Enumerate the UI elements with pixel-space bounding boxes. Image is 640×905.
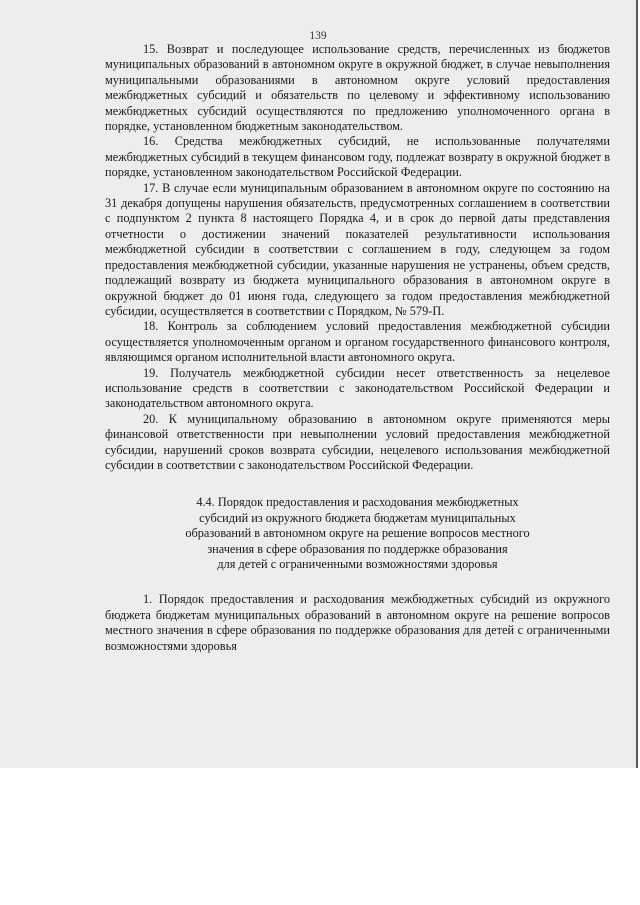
- section-heading-line: субсидий из окружного бюджета бюджетам муниципальных: [199, 510, 516, 525]
- paragraph-section-4-4-item-1: 1. Порядок предоставления и расходования межбюджетных субсидий из окружного бюджета бюджетам муниципальных образований в автономном округе на решение вопросов местного значения в сфере образования по поддержке образования для детей с ограниченными возможностями здоровья: [105, 592, 610, 653]
- paragraph-19: 19. Получатель межбюджетной субсидии несет ответственность за нецелевое использование средств в соответствии с законодательством Российской Федерации и законодательством автономного округа.: [105, 365, 610, 411]
- page-number: 139: [309, 30, 327, 42]
- paragraph-20: 20. К муниципальному образованию в автономном округе применяются меры финансовой ответственности при невыполнении условий предоставления межбюджетной субсидии, нарушений сроков возврата субсидии, нецелевого использования межбюджетной субсидии в соответствии с законодательством Российской Федерации.: [105, 411, 610, 472]
- document-body: [105, 42, 610, 654]
- section-heading-line: для детей с ограниченными возможностями здоровья: [217, 557, 498, 571]
- section-heading-line: образований в автономном округе на решение вопросов местного: [185, 526, 530, 541]
- blank-margin: [0, 768, 640, 905]
- paragraph-18: 18. Контроль за соблюдением условий предоставления межбюджетной субсидии осуществляется уполномоченным органом и органом государственного финансового контроля, являющимся органом исполнительной власти автономного округа.: [105, 319, 610, 365]
- paragraph-15: 15. Возврат и последующее использование средств, перечисленных из бюджетов муниципальных образований в автономном округе в окружной бюджет, в случае невыполнения муниципальными образованиями в автономном округе условий предоставления межбюджетных субсидий и обязательств по целевому и эффективному использованию межбюджетных субсидий осуществляются по предложению уполномоченного органа в порядке, установленном бюджетным законодательством.: [105, 42, 610, 134]
- section-heading-4-4: [105, 495, 610, 572]
- section-heading-line: 4.4. Порядок предоставления и расходования межбюджетных: [196, 495, 519, 510]
- section-heading-line: значения в сфере образования по поддержке образования: [207, 541, 508, 556]
- paragraph-17: 17. В случае если муниципальным образованием в автономном округе по состоянию на 31 декабря допущены нарушения обязательств, предусмотренных соглашением в соответствии с подпунктом 2 пункта 8 настоящего Порядка 4, и в срок до первой даты представления отчетности о достижении значений показателей результативности использования межбюджетной субсидии в соответствии с соглашением в году, следующем за годом предоставления межбюджетной субсидии, указанные нарушения не устранены, объем средств, подлежащий возврату из бюджета муниципального образования в автономном округе в окружной бюджет до 01 июня года, следующего за годом предоставления межбюджетной субсидии, осуществляется в соответствии с Порядком, № 579-П.: [105, 180, 610, 318]
- paragraph-16: 16. Средства межбюджетных субсидий, не использованные получателями межбюджетных субсидий в текущем финансовом году, подлежат возврату в окружной бюджет в порядке, установленном законодательством Российской Федерации.: [105, 134, 610, 180]
